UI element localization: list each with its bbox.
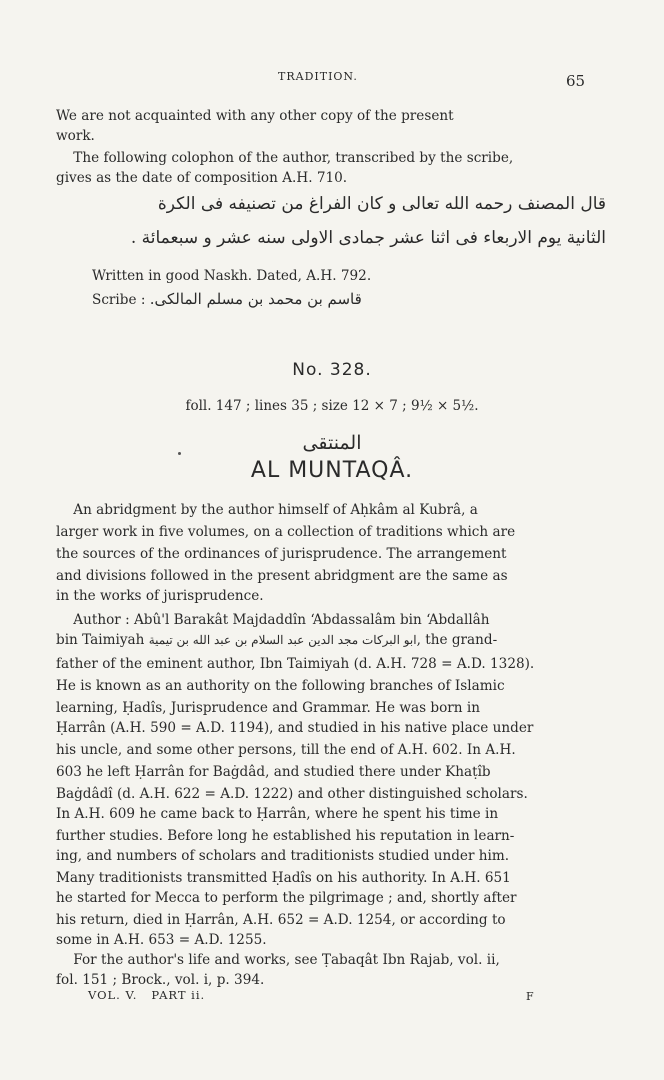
author-line: he started for Mecca to perform the pilgrimage ; and, shortly after	[56, 890, 517, 906]
description-line: in the works of jurisprudence.	[56, 588, 264, 604]
author-line: Ḥarrân (A.H. 590 = A.D. 1194), and studied in his native place under	[56, 720, 534, 736]
running-head: TRADITION.	[278, 70, 358, 83]
colophon-arabic-line: قال المصنف رحمه الله تعالى و كان الفراغ من تصنيفه فى الكرة	[157, 194, 606, 214]
scribe-name-arabic: قاسم بن محمد بن مسلم المالكى.	[149, 290, 362, 308]
entry-number: No. 328.	[292, 360, 372, 380]
scribe-label: Scribe :	[92, 292, 146, 308]
written-dated: Written in good Naskh. Dated, A.H. 792.	[92, 268, 372, 284]
author-line: He is known as an authority on the following branches of Islamic	[56, 678, 505, 694]
author-line-start: bin Taimiyah	[56, 632, 145, 648]
author-line: Author : Abû'l Barakât Majdaddîn ‘Abdassalâm bin ‘Abdallâh	[56, 612, 490, 628]
author-line: his return, died in Ḥarrân, A.H. 652 = A.D. 1254, or according to	[56, 912, 506, 928]
intro-line: gives as the date of composition A.H. 710.	[56, 170, 348, 186]
description-line: An abridgment by the author himself of Aḥkâm al Kubrâ, a	[56, 502, 478, 518]
author-line: some in A.H. 653 = A.D. 1255.	[56, 932, 267, 948]
author-line: Many traditionists transmitted Ḥadîs on his authority. In A.H. 651	[56, 870, 511, 886]
author-line: ing, and numbers of scholars and traditionists studied under him.	[56, 848, 510, 864]
reference-line: fol. 151 ; Brock., vol. i, p. 394.	[56, 972, 265, 988]
signature-mark-right: F	[526, 990, 534, 1003]
author-line: Baġdâdî (d. A.H. 622 = A.D. 1222) and other distinguished scholars.	[56, 786, 528, 802]
intro-line: The following colophon of the author, transcribed by the scribe,	[56, 150, 514, 166]
print-speck	[178, 452, 181, 455]
colophon-arabic-line: الثانية يوم الاربعاء فى اثنا عشر جمادى الاولى سنه عشر و سبعمائة .	[130, 228, 606, 248]
author-name-arabic: ابو البركات مجد الدين عبد السلام بن عبد الله بن تيمية	[148, 633, 417, 647]
author-line: In A.H. 609 he came back to Ḥarrân, where he spent his time in	[56, 806, 499, 822]
description-line: larger work in five volumes, on a collection of traditions which are	[56, 524, 516, 540]
intro-line: We are not acquainted with any other copy of the present	[56, 108, 454, 124]
author-line: 603 he left Ḥarrân for Baġdâd, and studied there under Khaṭîb	[56, 764, 491, 780]
page-number: 65	[566, 72, 586, 90]
title-arabic: المنتقى	[302, 432, 362, 454]
author-line: further studies. Before long he established his reputation in learn-	[56, 828, 515, 844]
entry-specs: foll. 147 ; lines 35 ; size 12 × 7 ; 9½ × 5½.	[185, 398, 479, 414]
intro-line: work.	[56, 128, 95, 144]
author-line-end: , the grand-	[416, 632, 498, 648]
signature-mark-left: VOL. V. PART ii.	[88, 988, 206, 1002]
reference-line: For the author's life and works, see Ṭabaqât Ibn Rajab, vol. ii,	[56, 952, 500, 968]
author-line: learning, Ḥadîs, Jurisprudence and Grammar. He was born in	[56, 700, 480, 716]
description-line: and divisions followed in the present abridgment are the same as	[56, 568, 508, 584]
scribe-line	[92, 290, 362, 308]
author-line-with-arabic	[56, 632, 497, 648]
description-line: the sources of the ordinances of jurisprudence. The arrangement	[56, 546, 507, 562]
author-line: his uncle, and some other persons, till the end of A.H. 602. In A.H.	[56, 742, 516, 758]
title-english: AL MUNTAQÂ.	[250, 458, 414, 483]
author-line: father of the eminent author, Ibn Taimiyah (d. A.H. 728 = A.D. 1328).	[56, 656, 535, 672]
